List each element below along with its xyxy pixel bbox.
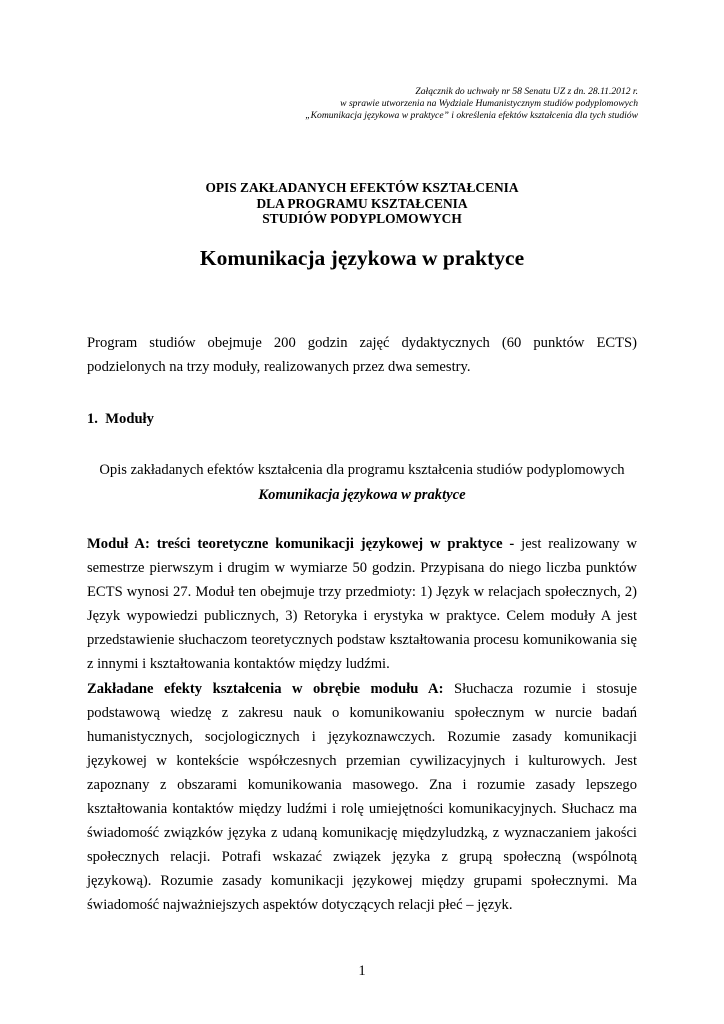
module-a-lead: Moduł A: treści teoretyczne komunikacji językowej w praktyce -	[87, 536, 515, 552]
annex-note	[78, 86, 638, 122]
section-heading	[87, 409, 154, 429]
heading-line: OPIS ZAKŁADANYCH EFEKTÓW KSZTAŁCENIA	[205, 180, 519, 195]
annex-line: Załącznik do uchwały nr 58 Senatu UZ z dn. 28.11.2012 r.	[415, 86, 638, 97]
subheading-line: Opis zakładanych efektów kształcenia dla programu kształcenia studiów podyplomowych	[99, 462, 625, 478]
module-a-body	[87, 532, 637, 918]
annex-line: w sprawie utworzenia na Wydziale Humanistycznym studiów podyplomowych	[340, 98, 638, 109]
subheading-program-name: Komunikacja językowa w praktyce	[258, 486, 466, 503]
intro-paragraph: Program studiów obejmuje 200 godzin zajęć dydaktycznych (60 punktów ECTS) podzielonych na trzy moduły, realizowanych przez dwa semestry.	[87, 335, 637, 375]
module-a-effects-text: Słuchacza rozumie i stosuje podstawową wiedzę z zakresu nauk o komunikowaniu społecznym w nurcie badań humanistycznych, socjologicznych i językoznawczych. Rozumie zasady komunikacji językowej w kontekście współczesnych przemian cywilizacyjnych i kulturowych. Jest zapoznany z obszarami komunikowania masowego. Zna i rozumie zasady lepszego kształtowania kontaktów między ludźmi i rolę umiejętności komunikacyjnych. Słuchacz ma świadomość związków języka z udaną komunikację międzyludzką, z wyznaczaniem jakości społecznych relacji. Potrafi wskazać związek języka z grupą społeczną (wspólnotą językową). Rozumie zasady komunikacji językowej między grupami społecznymi. Ma świadomość najważniejszych aspektów dotyczących relacji płeć – język.	[87, 680, 637, 914]
module-a-effects-lead: Zakładane efekty kształcenia w obrębie modułu A:	[87, 680, 444, 697]
subheading	[87, 458, 637, 507]
section-title: Moduły	[105, 411, 154, 427]
annex-line: „Komunikacja językowa w praktyce” i określenia efektów kształcenia dla tych studiów	[305, 110, 638, 121]
heading-line: STUDIÓW PODYPLOMOWYCH	[262, 211, 462, 226]
document-heading	[0, 180, 724, 227]
heading-line: DLA PROGRAMU KSZTAŁCENIA	[256, 195, 468, 211]
page-number: 1	[358, 963, 366, 979]
document-title: Komunikacja językowa w praktyce	[199, 246, 525, 270]
module-a-paragraph	[87, 532, 637, 677]
section-number: 1.	[87, 411, 98, 427]
module-a-text: jest realizowany w semestrze pierwszym i drugim w wymiarze 50 godzin. Przypisana do niego liczba punktów ECTS wynosi 27. Moduł ten obejmuje trzy przedmioty: 1) Język w relacjach społecznych, 2) Język wypowiedzi publicznych, 3) Retoryka i erystyka w praktyce. Celem moduły A jest przedstawienie słuchaczom teoretycznych podstaw kształtowania procesu komunikowania się z innymi i kształtowania kontaktów między ludźmi.	[87, 536, 638, 673]
module-a-effects-paragraph	[87, 677, 637, 918]
